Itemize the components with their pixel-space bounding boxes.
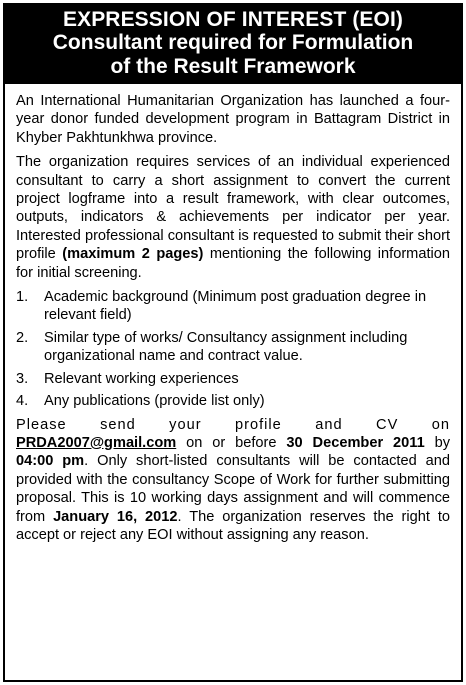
list-item — [16, 329, 450, 366]
ad-title: EXPRESSION OF INTEREST (EOI) — [62, 8, 403, 31]
requirement-text-2: mentioning the following information for initial screening. — [16, 246, 450, 281]
contact-email-link[interactable]: PRDA2007@gmail.com — [16, 434, 177, 451]
max-pages-note: (maximum 2 pages) — [62, 246, 204, 263]
requirement-paragraph — [16, 153, 450, 282]
ad-subtitle-line-1: Consultant required for Formulation — [52, 31, 414, 54]
closing-text-4: . The organization reserves the right to accept or reject any EOI without assigning any reason. — [16, 508, 450, 543]
closing-text-3: . Only short-listed consultants will be contacted and provided with the consultancy Scope of Work for further submitting proposal. This is 10 working days assignment and will commence from — [16, 453, 450, 525]
requirement-text-1: The organization requires services of an individual experienced consultant to carry a short assignment to convert the current project logframe into a result framework, with clear outcomes, outputs, indicators & achievements per indicator per year. Interested professional consultant is requested to submit their short profile — [16, 154, 450, 263]
list-item-text: Similar type of works/ Consultancy assignment including organizational name and contract value. — [44, 329, 408, 365]
list-item — [16, 288, 450, 325]
ad-subtitle-line-2: of the Result Framework — [110, 55, 356, 78]
list-item — [16, 392, 450, 410]
closing-lead: Please send your profile and CV on — [16, 416, 450, 433]
list-item-number: 3. — [16, 370, 29, 387]
eoi-advertisement — [3, 3, 463, 682]
intro-paragraph: An International Humanitarian Organization has launched a four-year donor funded development program in Battagram District in Khyber Pakhtunkhwa province. — [16, 93, 450, 146]
ad-body — [5, 84, 461, 544]
requirements-list — [16, 288, 450, 410]
deadline-time: 04:00 pm — [16, 453, 85, 470]
list-item-text: Academic background (Minimum post graduation degree in relevant field) — [44, 289, 427, 324]
list-item-number: 4. — [16, 393, 29, 410]
list-item — [16, 370, 450, 388]
start-date: January 16, 2012 — [53, 508, 178, 525]
list-item-number: 2. — [16, 329, 29, 346]
closing-text-1: on or before — [176, 434, 287, 451]
closing-paragraph — [16, 434, 450, 544]
closing-text-2: by — [424, 434, 450, 451]
ad-header — [5, 5, 461, 84]
list-item-text: Relevant working experiences — [44, 370, 239, 387]
list-item-number: 1. — [16, 289, 29, 306]
deadline-date: 30 December 2011 — [286, 434, 425, 451]
list-item-text: Any publications (provide list only) — [44, 393, 265, 410]
